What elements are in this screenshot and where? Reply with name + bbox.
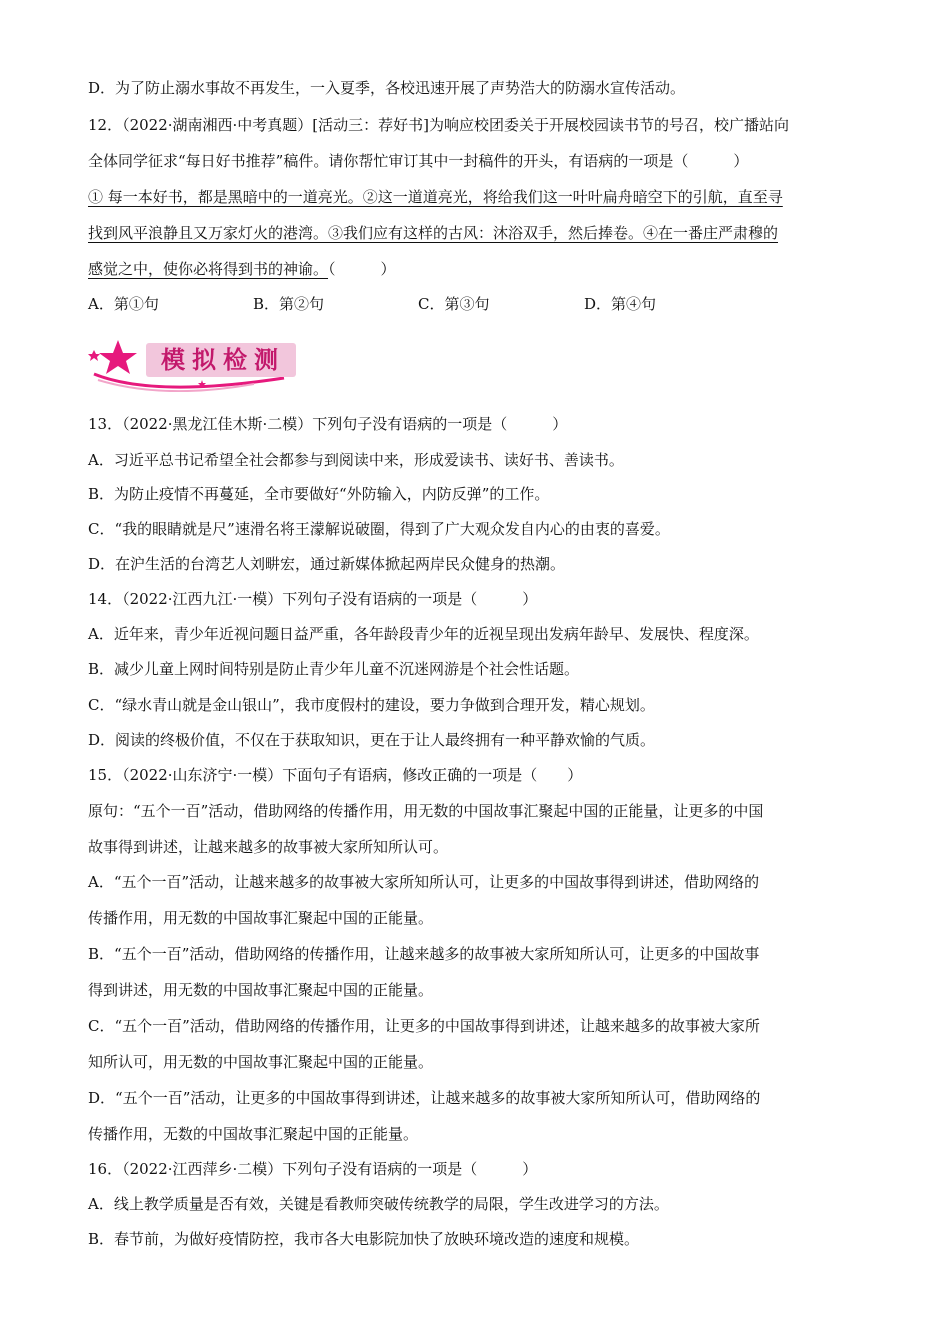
q14-option-c: C．“绿水青山就是金山银山”，我市度假村的建设，要力争做到合理开发，精心规划。 (88, 696, 655, 714)
q13-option-c: C．“我的眼睛就是尺”速滑名将王濛解说破圈，得到了广大观众发自内心的由衷的喜爱。 (88, 520, 670, 538)
q15-option-a-line-2: 传播作用，用无数的中国故事汇聚起中国的正能量。 (88, 909, 434, 927)
q12-option-b: B．第②句 (253, 295, 325, 313)
q15-option-b-line-2: 得到讲述，用无数的中国故事汇聚起中国的正能量。 (88, 981, 434, 999)
q16-stem: 16．（2022·江西萍乡·二模）下列句子没有语病的一项是（ ） (88, 1160, 538, 1178)
q15-stem: 15．（2022·山东济宁·一模）下面句子有语病，修改正确的一项是（ ） (88, 766, 583, 784)
q14-stem: 14．（2022·江西九江·一模）下列句子没有语病的一项是（ ） (88, 590, 538, 608)
q12-passage-line-1: ① 每一本好书，都是黑暗中的一道亮光。②这一道道亮光，将给我们这一叶叶扁舟暗空下的引航，直至寻 (88, 188, 783, 206)
q15-option-b-line-1: B．“五个一百”活动，借助网络的传播作用，让越来越多的故事被大家所知所认可，让更多的中国故事 (88, 945, 760, 963)
q13-stem: 13．（2022·黑龙江佳木斯·二模）下列句子没有语病的一项是（ ） (88, 415, 568, 433)
star-icon (99, 340, 137, 374)
q15-original-line-2: 故事得到讲述，让越来越多的故事被大家所知所认可。 (88, 838, 449, 856)
q12-passage-line-3 (88, 259, 396, 279)
q12-passage-line-3-text: 感觉之中，使你必将得到书的神谕。 (88, 260, 329, 278)
q12-stem-line-2: 全体同学征求“每日好书推荐”稿件。请你帮忙审订其中一封稿件的开头，有语病的一项是（ ） (88, 152, 749, 170)
q15-option-c-line-1: C．“五个一百”活动，借助网络的传播作用，让更多的中国故事得到讲述，让越来越多的故事被大家所 (88, 1017, 760, 1035)
q15-option-d-line-1: D．“五个一百”活动，让更多的中国故事得到讲述，让越来越多的故事被大家所知所认可，借助网络的 (88, 1089, 761, 1107)
q16-option-a: A．线上教学质量是否有效，关键是看教师突破传统教学的局限，学生改进学习的方法。 (88, 1195, 669, 1213)
q13-option-b: B．为防止疫情不再蔓延，全市要做好“外防输入，内防反弹”的工作。 (88, 485, 550, 503)
q16-option-b: B．春节前，为做好疫情防控，我市各大电影院加快了放映环境改造的速度和规模。 (88, 1230, 640, 1248)
q11-option-d: D．为了防止溺水事故不再发生，一入夏季，各校迅速开展了声势浩大的防溺水宣传活动。 (88, 79, 686, 97)
q15-option-a-line-1: A．“五个一百”活动，让越来越多的故事被大家所知所认可，让更多的中国故事得到讲述，借助网络的 (88, 873, 760, 891)
q12-option-d: D．第④句 (584, 295, 657, 313)
small-star-icon (88, 350, 100, 361)
q15-original-line-1: 原句：“五个一百”活动，借助网络的传播作用，用无数的中国故事汇聚起中国的正能量，让更多的中国 (88, 802, 764, 820)
q15-option-d-line-2: 传播作用，无数的中国故事汇聚起中国的正能量。 (88, 1125, 419, 1143)
q13-option-a: A．习近平总书记希望全社会都参与到阅读中来，形成爱读书、读好书、善读书。 (88, 451, 624, 469)
q12-option-c: C．第③句 (418, 295, 490, 313)
q14-option-b: B．减少儿童上网时间特别是防止青少年儿童不沉迷网游是个社会性话题。 (88, 660, 580, 678)
section-title: 模拟检测 (146, 343, 296, 377)
q12-passage-line-2: 找到风平浪静且又万家灯火的港湾。③我们应有这样的古风：沐浴双手，然后捧卷。④在一番庄严肃穆的 (88, 224, 779, 242)
q12-option-a: A．第①句 (88, 295, 159, 313)
q12-stem-line-1: 12．（2022·湖南湘西·中考真题）[活动三：荐好书]为响应校团委关于开展校园读书节的号召，校广播站向 (88, 116, 790, 134)
q12-answer-blank: （ ） (328, 260, 396, 278)
q14-option-d: D．阅读的终极价值，不仅在于获取知识，更在于让人最终拥有一种平静欢愉的气质。 (88, 731, 656, 749)
q14-option-a: A．近年来，青少年近视问题日益严重，各年龄段青少年的近视呈现出发病年龄早、发展快、程度深。 (88, 625, 759, 643)
q15-option-c-line-2: 知所认可，用无数的中国故事汇聚起中国的正能量。 (88, 1053, 434, 1071)
q13-option-d: D．在沪生活的台湾艺人刘畊宏，通过新媒体掀起两岸民众健身的热潮。 (88, 555, 566, 573)
